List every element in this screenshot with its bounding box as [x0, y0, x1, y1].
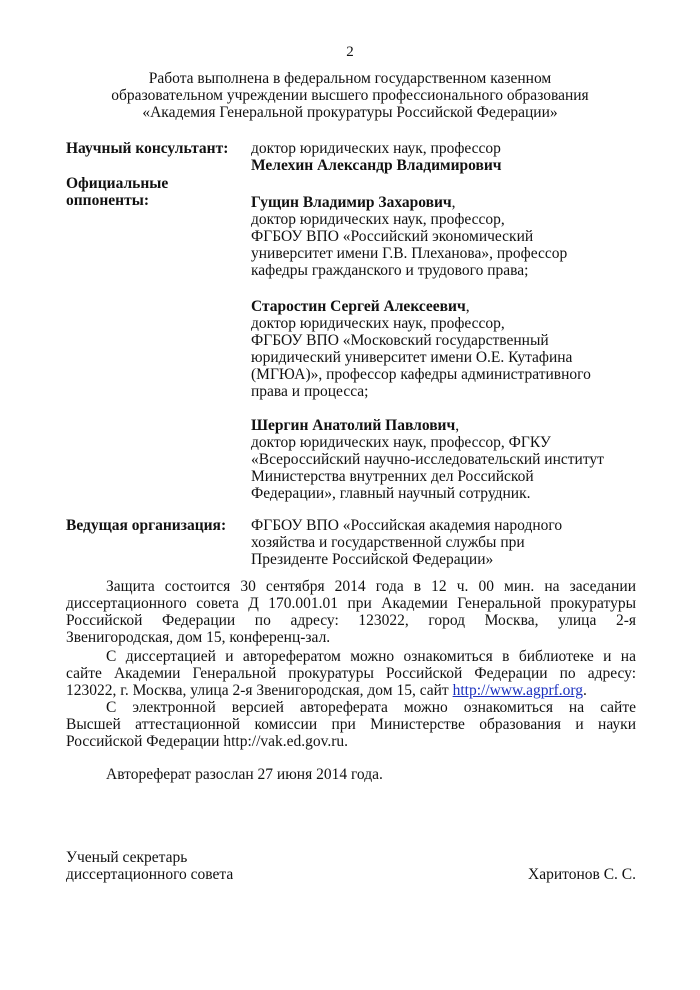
- opponent-detail: (МГЮА)», профессор кафедры административного: [251, 366, 591, 383]
- opponent-detail: доктор юридических наук, профессор, ФГКУ: [251, 434, 551, 451]
- opponent-detail: доктор юридических наук, профессор,: [251, 211, 505, 228]
- opponent-detail: «Всероссийский научно-исследовательский институт: [251, 451, 604, 468]
- opponent-detail: ФГБОУ ВПО «Российский экономический: [251, 228, 534, 245]
- secretary-name: Харитонов С. С.: [528, 866, 636, 883]
- opponent-name: Гущин Владимир Захарович: [251, 194, 452, 211]
- sent-date-text: Автореферат разослан 27 июня 2014 года.: [106, 766, 383, 783]
- secretary-title: Ученый секретарь диссертационного совета: [66, 849, 234, 883]
- opponent-name: Старостин Сергей Алексеевич: [251, 298, 466, 315]
- opponent-detail: университет имени Г.В. Плеханова», профессор: [251, 245, 568, 262]
- header-line: «Академия Генеральной прокуратуры Российской Федерации»: [142, 104, 558, 121]
- opponents-label: Официальные оппоненты:: [66, 175, 169, 209]
- leading-org-info: ФГБОУ ВПО «Российская академия народного хозяйства и государственной службы при Президенте Российской Федерации»: [251, 517, 563, 568]
- opponent-detail: доктор юридических наук, профессор,: [251, 315, 505, 332]
- consultant-label: Научный консультант:: [66, 140, 229, 157]
- consultant-info: [251, 140, 502, 174]
- opponent-block: Гущин Владимир Захарович, доктор юридических наук, профессор, ФГБОУ ВПО «Российский экономический университет имени Г.В. Плеханова», профессор кафедры гражданского и трудового права;: [251, 194, 568, 279]
- opponent-block: Шергин Анатолий Павлович, доктор юридических наук, профессор, ФГКУ «Всероссийский научно-исследовательский институт Министерства внутренних дел Российской Федерации», главный научный сотрудник.: [251, 417, 604, 502]
- opponent-detail: ФГБОУ ВПО «Московский государственный: [251, 332, 549, 349]
- header-line: образовательном учреждении высшего профессионального образования: [111, 87, 589, 104]
- opponent-name: Шергин Анатолий Павлович: [251, 417, 456, 434]
- opponent-detail: Федерации», главный научный сотрудник.: [251, 485, 531, 502]
- opponent-block: Старостин Сергей Алексеевич, доктор юридических наук, профессор, ФГБОУ ВПО «Московский государственный юридический университет имени О.Е. Кутафина (МГЮА)», профессор кафедры административного права и процесса;: [251, 298, 591, 400]
- electronic-version-paragraph: С электронной версией автореферата можно ознакомиться на сайте Высшей аттестационной комиссии при Министерстве образования и науки Российской Федерации http://vak.ed.gov.ru.: [66, 699, 636, 750]
- consultant-degree: доктор юридических наук, профессор: [251, 140, 501, 157]
- institution-header: [0, 70, 700, 121]
- header-line: Работа выполнена в федеральном государственном казенном: [148, 70, 552, 87]
- opponent-detail: Министерства внутренних дел Российской: [251, 468, 534, 485]
- opponent-detail: юридический университет имени О.Е. Кутафина: [251, 349, 573, 366]
- defense-paragraph: Защита состоится 30 сентября 2014 года в 12 ч. 00 мин. на заседании диссертационного совета Д 170.001.01 при Академии Генеральной прокуратуры Российской Федерации по адресу: 123022, город Москва, улица 2-я Звенигородская, дом 15, конференц-зал.: [66, 578, 636, 646]
- consultant-name: Мелехин Александр Владимирович: [251, 157, 502, 174]
- opponent-detail: права и процесса;: [251, 383, 369, 400]
- page-number: 2: [346, 44, 354, 60]
- library-paragraph: С диссертацией и авторефератом можно ознакомиться в библиотеке и на сайте Академии Генеральной прокуратуры Российской Федерации по адресу: 123022, г. Москва, улица 2-я Звенигородская, дом 15, сайт http://www.agprf.org.: [66, 648, 636, 699]
- leading-org-label: Ведущая организация:: [66, 517, 227, 534]
- academy-website-link[interactable]: http://www.agprf.org: [452, 682, 584, 699]
- opponent-detail: кафедры гражданского и трудового права;: [251, 262, 529, 279]
